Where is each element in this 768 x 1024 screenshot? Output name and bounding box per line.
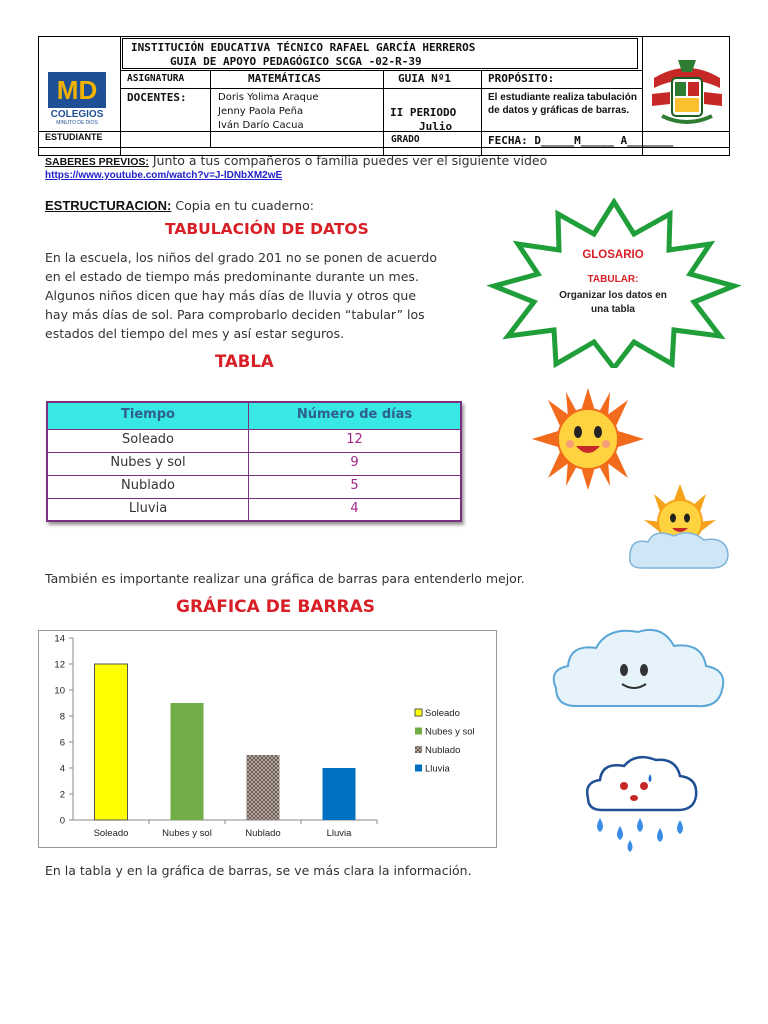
sun-icon <box>532 388 644 490</box>
intro-line-2: en el estado de tiempo más predominante durante un mes. <box>45 269 419 284</box>
divider <box>38 147 730 148</box>
school-crest-icon <box>648 48 726 128</box>
glosario-definition: Organizar los datos en una tabla <box>559 290 667 315</box>
weather-table <box>46 401 462 522</box>
y-tick-label: 12 <box>54 659 65 671</box>
bar-chart <box>39 631 496 847</box>
divider <box>120 88 642 89</box>
table-cell-tiempo: Lluvia <box>128 501 168 516</box>
divider <box>481 70 482 156</box>
tabla-title: TABLA <box>215 352 274 371</box>
saberes-line <box>45 153 547 168</box>
glosario-title: GLOSARIO <box>582 249 644 261</box>
logo-subtext: MINUTO DE DIOS <box>56 120 98 126</box>
tabulacion-title: TABULACIÓN DE DATOS <box>165 220 369 238</box>
estructuracion-line <box>45 195 314 214</box>
legend-label: Soleado <box>425 708 460 719</box>
table-divider <box>48 475 460 476</box>
intro-line-1: En la escuela, los niños del grado 201 no se ponen de acuerdo <box>45 250 437 265</box>
tambien-text: También es importante realizar una gráfica de barras para entenderlo mejor. <box>45 571 525 586</box>
divider <box>210 70 211 147</box>
table-cell-dias: 12 <box>346 432 363 447</box>
grafica-title: GRÁFICA DE BARRAS <box>176 597 376 617</box>
guide-code: GUIA DE APOYO PEDAGÓGICO SCGA -02-R-39 <box>170 55 422 68</box>
docente-1: Doris Yolima Araque <box>218 92 319 103</box>
intro-line-5: estados del tiempo del mes y así estar seguros. <box>45 326 345 341</box>
divider <box>383 70 384 156</box>
legend-label: Lluvia <box>425 763 450 775</box>
table-divider <box>48 429 460 430</box>
divider <box>120 70 642 71</box>
legend-swatch <box>415 709 422 716</box>
bar-chart-frame <box>38 630 497 848</box>
table-header-dias: Número de días <box>296 407 413 422</box>
x-tick-label: Lluvia <box>326 828 352 839</box>
legend-label: Nublado <box>425 745 461 756</box>
x-tick-label: Nublado <box>245 828 281 839</box>
grado-label: GRADO <box>391 134 420 145</box>
estructuracion-text: Copia en tu cuaderno: <box>171 198 314 213</box>
y-tick-label: 8 <box>59 711 65 723</box>
y-tick-label: 10 <box>54 685 65 697</box>
y-tick-label: 6 <box>59 737 65 749</box>
legend-swatch <box>415 728 422 735</box>
logo-mark: MD <box>48 72 106 108</box>
docente-2: Jenny Paola Peña <box>218 106 304 117</box>
estudiante-label: ESTUDIANTE <box>45 132 103 142</box>
table-divider <box>48 498 460 499</box>
divider <box>120 36 121 156</box>
institution-name: INSTITUCIÓN EDUCATIVA TÉCNICO RAFAEL GARCÍA HERREROS <box>131 41 476 54</box>
table-header-tiempo: Tiempo <box>121 407 175 422</box>
bar <box>247 755 280 820</box>
video-link[interactable]: https://www.youtube.com/watch?v=J-lDNbXM2wE <box>45 170 283 181</box>
table-divider <box>48 452 460 453</box>
intro-line-4: hay más días de sol. Para comprobarlo deciden “tabular” los <box>45 307 425 322</box>
x-tick-label: Soleado <box>93 828 129 839</box>
docente-3: Iván Darío Cacua <box>218 120 304 131</box>
table-cell-dias: 4 <box>350 501 359 516</box>
glosario-term: TABULAR: <box>587 274 639 285</box>
table-cell-tiempo: Soleado <box>122 432 174 447</box>
conclusion-text: En la tabla y en la gráfica de barras, se ve más clara la información. <box>45 863 472 878</box>
table-cell-tiempo: Nublado <box>121 478 175 493</box>
legend-label: Nubes y sol <box>425 726 475 738</box>
docentes-label: DOCENTES: <box>127 91 187 104</box>
y-tick-label: 14 <box>54 633 65 645</box>
y-tick-label: 0 <box>59 815 65 827</box>
x-tick-label: Nubes y sol <box>162 828 212 839</box>
md-colegios-logo <box>48 72 106 128</box>
fecha-label: FECHA: D_____M_____ A_______ <box>488 134 674 147</box>
intro-line-3: Algunos niños dicen que hay más días de lluvia y otros que <box>45 288 417 303</box>
legend-swatch <box>415 746 422 753</box>
table-cell-dias: 5 <box>350 478 359 493</box>
bar <box>323 768 356 820</box>
proposito-label: PROPÓSITO: <box>488 72 555 85</box>
rain-cloud-icon <box>580 752 704 856</box>
bar <box>171 703 204 820</box>
divider <box>38 131 730 132</box>
mes: Julio <box>419 120 453 133</box>
saberes-label: SABERES PREVIOS: <box>45 156 149 168</box>
guia-label: GUIA Nº1 <box>398 72 451 85</box>
logo-text: COLEGIOS <box>50 109 104 120</box>
legend-swatch <box>415 765 422 772</box>
table-cell-tiempo: Nubes y sol <box>110 455 186 470</box>
bar <box>95 664 128 820</box>
cloud-icon <box>546 620 730 712</box>
saberes-text: Junto a tus compañeros o familia puedes ver el siguiente video <box>148 153 548 168</box>
periodo: II PERIODO <box>390 106 457 119</box>
table-cell-dias: 9 <box>350 455 359 470</box>
proposito-text: El estudiante realiza tabulación de datos y gráficas de barras. <box>488 92 637 116</box>
sun-cloud-icon <box>624 484 736 570</box>
estructuracion-label: ESTRUCTURACION: <box>45 198 172 213</box>
asignatura-label: ASIGNATURA <box>127 73 185 84</box>
asignatura-value: MATEMÁTICAS <box>248 72 321 85</box>
y-tick-label: 4 <box>59 763 65 775</box>
y-tick-label: 2 <box>59 789 65 801</box>
